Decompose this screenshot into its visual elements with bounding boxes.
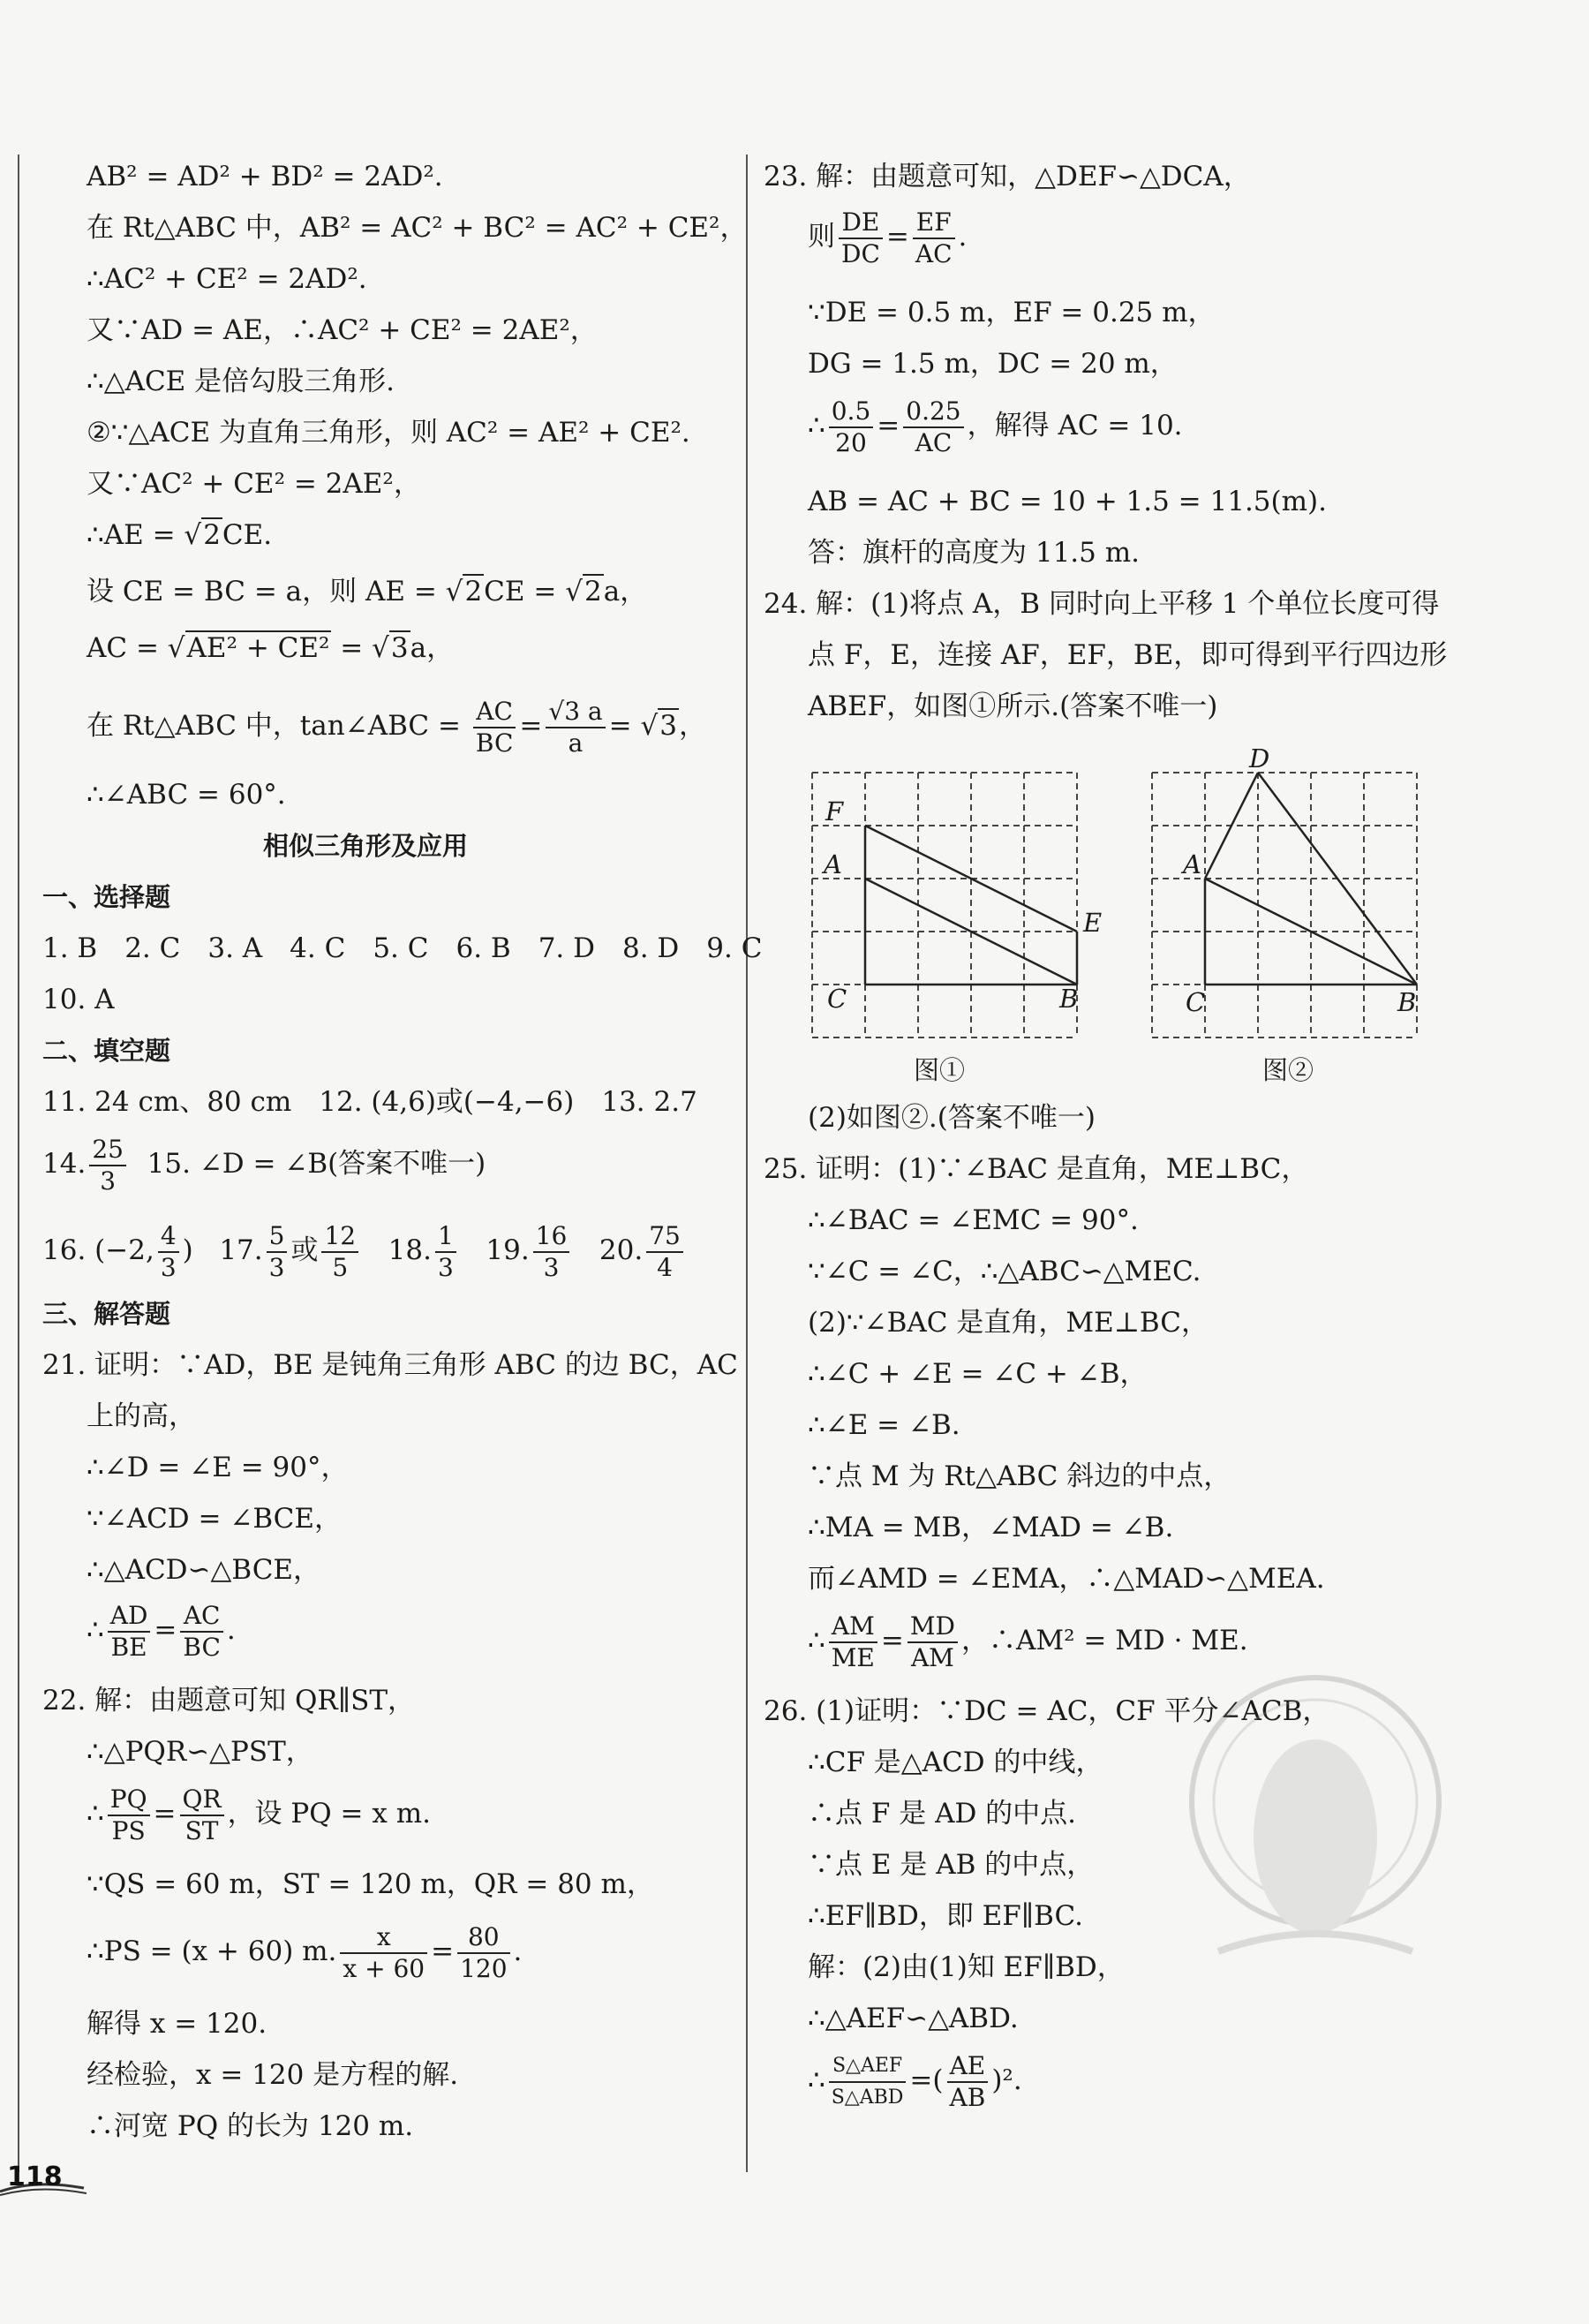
fraction: $\frac{12}{5}$: [321, 1221, 358, 1283]
fraction: $\frac{AC}{BC}$: [180, 1601, 223, 1663]
point-label: D: [1249, 743, 1270, 773]
text-line: ABEF，如图①所示.(答案不唯一): [808, 690, 1218, 722]
point-label: C: [1186, 987, 1206, 1017]
point-label: A: [824, 849, 842, 879]
fraction: $\frac{\text{S△AEF}}{\text{S△ABD}}$: [829, 2051, 907, 2113]
text-line: ∴MA = MB，∠MAD = ∠B.: [808, 1512, 1174, 1543]
text-line: 而∠AMD = ∠EMA，∴△MAD∽△MEA.: [808, 1563, 1325, 1595]
point-label: A: [1183, 849, 1201, 879]
fraction: $\frac{AM}{ME}$: [829, 1611, 877, 1673]
text-line: ∴AE = √2CE.: [87, 519, 273, 551]
text-line: ∴ $\frac{\text{S△AEF}}{\text{S△ABD}}$ =( $\frac{AE}{AB}$ )².: [808, 2050, 1022, 2112]
text-line: ②∵△ACE 为直角三角形，则 AC² = AE² + CE².: [87, 417, 690, 449]
text-line: 设 CE = BC = a，则 AE = √2CE = √2a，: [87, 576, 648, 607]
text-line: (2)如图②.(答案不唯一): [808, 1102, 1096, 1134]
text-line: 25. 证明：(1)∵∠BAC 是直角，ME⊥BC，: [764, 1153, 1309, 1185]
section-heading: 三、解答题: [42, 1299, 171, 1329]
text-line: 解得 x = 120.: [87, 2008, 267, 2040]
text-line: ∴点 F 是 AD 的中点.: [808, 1798, 1077, 1830]
text-line: 在 Rt△ABC 中，AB² = AC² + BC² = AC² + CE²，: [87, 212, 748, 244]
point-label: E: [1083, 908, 1103, 938]
text-line: 答：旗杆的高度为 11.5 m.: [808, 537, 1140, 569]
text-line: 解：(2)由(1)知 EF∥BD，: [808, 1951, 1125, 1983]
text-line: 又∵AC² + CE² = 2AE²，: [87, 468, 421, 500]
text-line: 又∵AD = AE，∴AC² + CE² = 2AE²，: [87, 314, 598, 346]
text-line: 21. 证明：∵AD，BE 是钝角三角形 ABC 的边 BC，AC: [42, 1349, 738, 1381]
fraction: $\frac{PQ}{PS}$: [108, 1784, 150, 1846]
fraction: $\frac{AD}{BE}$: [108, 1601, 151, 1663]
text-line: 26. (1)证明：∵DC = AC，CF 平分∠ACB，: [764, 1695, 1330, 1727]
text-line: ∴PS = (x + 60) m. $\frac{x}{x + 60}$ = $\frac{80}{120}$ .: [87, 1921, 523, 1983]
text-line: AB² = AD² + BD² = 2AD².: [87, 161, 443, 192]
fraction: $\frac{4}{3}$: [158, 1221, 179, 1283]
text-line: ∴∠BAC = ∠EMC = 90°.: [808, 1204, 1139, 1236]
text-line: ∴ $\frac{AD}{BE}$ = $\frac{AC}{BC}$ .: [87, 1600, 236, 1662]
text-line: ∴∠ABC = 60°.: [87, 779, 286, 811]
figure-1-grid: [808, 768, 1090, 1060]
fraction: $\frac{0.25}{AC}$: [903, 396, 963, 458]
text-line: ∵点 M 为 Rt△ABC 斜边的中点，: [808, 1460, 1231, 1492]
seal-watermark: [1183, 1660, 1448, 1996]
fraction: $\frac{x}{x + 60}$: [340, 1922, 427, 1984]
point-label: F: [825, 796, 844, 826]
text-line: ∴AC² + CE² = 2AD².: [87, 263, 367, 295]
text-line: 在 Rt△ABC 中，tan∠ABC = $\frac{AC}{BC}$ = $\frac{√3 a}{a}$ = √3，: [87, 696, 706, 758]
text-line: ∴△ACE 是倍勾股三角形.: [87, 366, 395, 397]
text-line: ∴ $\frac{PQ}{PS}$ = $\frac{QR}{ST}$ ，设 PQ = x m.: [87, 1784, 431, 1845]
text-line: DG = 1.5 m，DC = 20 m，: [808, 348, 1178, 380]
text-line: 1. B 2. C 3. A 4. C 5. C 6. B 7. D 8. D 9. C: [42, 932, 763, 964]
fraction: $\frac{80}{120}$: [457, 1922, 509, 1984]
section-heading: 二、填空题: [42, 1036, 171, 1066]
text-line: ∵点 E 是 AB 的中点，: [808, 1849, 1095, 1881]
text-line: 点 F，E，连接 AF，EF，BE，即可得到平行四边形: [808, 639, 1448, 671]
fraction: $\frac{AC}{BC}$: [473, 697, 516, 758]
fraction: $\frac{MD}{AM}$: [907, 1611, 958, 1673]
text-line: 11. 24 cm、80 cm 12. (4,6)或(−4,−6) 13. 2.7: [42, 1086, 697, 1118]
text-line: ∵QS = 60 m，ST = 120 m，QR = 80 m，: [87, 1868, 654, 1900]
figure-caption: 图①: [914, 1055, 966, 1085]
fraction: $\frac{EF}{AC}$: [913, 208, 955, 269]
text-line: ∴∠C + ∠E = ∠C + ∠B，: [808, 1358, 1148, 1390]
text-line: ∴∠E = ∠B.: [808, 1409, 960, 1441]
text-line: ∴△AEF∽△ABD.: [808, 2003, 1019, 2034]
fraction: $\frac{1}{3}$: [435, 1221, 456, 1283]
text-line: (2)∵∠BAC 是直角，ME⊥BC，: [808, 1307, 1209, 1339]
fraction: $\frac{25}{3}$: [89, 1135, 126, 1196]
text-line: ∴ $\frac{0.5}{20}$ = $\frac{0.25}{AC}$ ，解得 AC = 10.: [808, 396, 1183, 457]
fraction: $\frac{QR}{ST}$: [180, 1784, 224, 1846]
fraction: $\frac{√3 a}{a}$: [546, 697, 605, 758]
text-line: AB = AC + BC = 10 + 1.5 = 11.5(m).: [808, 486, 1327, 517]
text-line: 10. A: [42, 984, 115, 1015]
text-line: ∴∠D = ∠E = 90°，: [87, 1452, 349, 1483]
fraction: $\frac{5}{3}$: [267, 1221, 288, 1283]
text-line: 22. 解：由题意可知 QR∥ST，: [42, 1685, 415, 1717]
text-line: 则 $\frac{DE}{DC}$ = $\frac{EF}{AC}$ .: [808, 207, 968, 268]
text-line: 16. (−2, $\frac{4}{3}$ ) 17. $\frac{5}{3}$ 或 $\frac{12}{5}$ 18. $\frac{1}{3}$ 19. $\frac{16}{3}$ 20. $\frac{75}{4}$: [42, 1215, 687, 1286]
text-line: 上的高，: [87, 1400, 196, 1432]
text-line: ∴△PQR∽△PST，: [87, 1736, 313, 1768]
fraction: $\frac{DE}{DC}$: [839, 208, 883, 269]
fraction: $\frac{16}{3}$: [533, 1221, 570, 1283]
point-label: B: [1059, 984, 1079, 1014]
figure-caption: 图②: [1262, 1055, 1314, 1085]
section-heading: 一、选择题: [42, 882, 171, 912]
text-line: ∴河宽 PQ 的长为 120 m.: [87, 2110, 414, 2142]
fraction: $\frac{75}{4}$: [646, 1221, 683, 1283]
fraction: $\frac{AE}{AB}$: [947, 2051, 989, 2113]
section-title: 相似三角形及应用: [263, 831, 469, 861]
text-line: 经检验，x = 120 是方程的解.: [87, 2059, 459, 2091]
text-line: 14. $\frac{25}{3}$ 15. ∠D = ∠B(答案不唯一): [42, 1134, 486, 1196]
left-margin-rule: [18, 155, 19, 2172]
text-line: 23. 解：由题意可知，△DEF∽△DCA，: [764, 161, 1251, 192]
text-line: AC = √AE² + CE² = √3a，: [87, 632, 455, 664]
point-label: B: [1397, 987, 1417, 1017]
text-line: ∴CF 是△ACD 的中线，: [808, 1747, 1103, 1778]
text-line: ∴ $\frac{AM}{ME}$ = $\frac{MD}{AM}$ ，∴AM² = MD · ME.: [808, 1611, 1248, 1672]
text-line: 24. 解：(1)将点 A，B 同时向上平移 1 个单位长度可得: [764, 588, 1440, 620]
page-number: 118: [0, 2162, 88, 2197]
text-line: ∴EF∥BD，即 EF∥BC.: [808, 1900, 1083, 1932]
text-line: ∴△ACD∽△BCE，: [87, 1554, 321, 1586]
column-divider: [746, 155, 748, 2172]
text-line: ∵DE = 0.5 m，EF = 0.25 m，: [808, 297, 1216, 328]
text-line: ∵∠C = ∠C，∴△ABC∽△MEC.: [808, 1256, 1201, 1287]
fraction: $\frac{0.5}{20}$: [829, 396, 874, 458]
point-label: C: [827, 984, 847, 1014]
text-line: ∵∠ACD = ∠BCE，: [87, 1503, 343, 1535]
